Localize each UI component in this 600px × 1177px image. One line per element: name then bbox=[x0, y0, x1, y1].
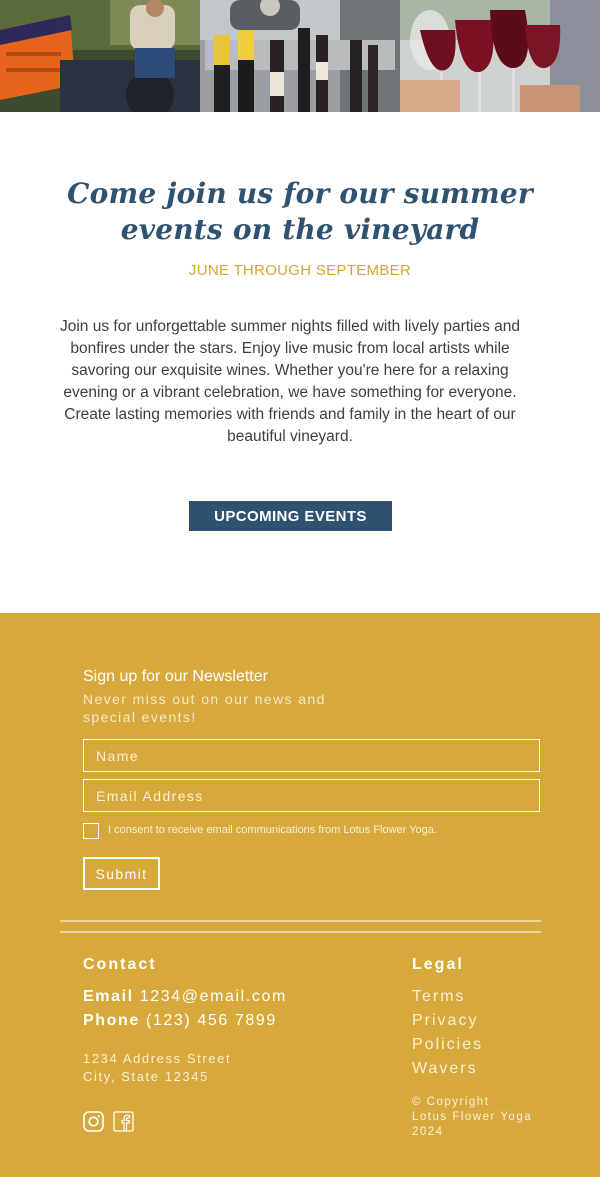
newsletter-subtitle: Never miss out on our news and special events! bbox=[83, 691, 326, 725]
footer-divider bbox=[60, 931, 541, 933]
terms-link[interactable]: Terms bbox=[412, 988, 466, 1005]
hero-photo-strip bbox=[0, 0, 600, 112]
harvest-tractor-image bbox=[0, 0, 200, 112]
facebook-icon[interactable] bbox=[113, 1111, 134, 1132]
address-line-2: City, State 12345 bbox=[83, 1069, 209, 1084]
phone-label: Phone bbox=[83, 1012, 140, 1029]
winemaker-bottling-photo bbox=[200, 0, 400, 112]
privacy-link[interactable]: Privacy bbox=[412, 1012, 479, 1029]
winemaker-bottling-image bbox=[200, 0, 400, 112]
summer-events-intro bbox=[0, 112, 600, 613]
site-footer bbox=[0, 613, 600, 1177]
contact-phone[interactable] bbox=[83, 1012, 277, 1030]
intro-paragraph: Join us for unforgettable summer nights filled with lively parties and bonfires under the stars. Enjoy live music from local artists while savoring our exquisite wines. Whether you're here for a relaxing evening or a vibrant celebration, we have something for everyone. Create lasting memories with friends and family in the heart of our beautiful vineyard. bbox=[59, 318, 521, 445]
contact-address bbox=[83, 1050, 323, 1086]
copyright-line-3: 2024 bbox=[412, 1126, 444, 1138]
consent-checkbox[interactable] bbox=[83, 823, 99, 839]
legal-heading: Legal bbox=[412, 956, 464, 973]
instagram-icon[interactable] bbox=[83, 1111, 104, 1132]
harvest-tractor-photo bbox=[0, 0, 200, 112]
newsletter-title: Sign up for our Newsletter bbox=[83, 668, 268, 685]
contact-email[interactable] bbox=[83, 988, 287, 1006]
address-line-1: 1234 Address Street bbox=[83, 1051, 232, 1066]
contact-heading: Contact bbox=[83, 956, 157, 973]
policies-link[interactable]: Policies bbox=[412, 1036, 484, 1053]
page-headline: Come join us for our summer events on the vineyard bbox=[67, 177, 533, 246]
email-input[interactable] bbox=[83, 779, 540, 812]
email-label: Email bbox=[83, 988, 134, 1005]
wine-toast-photo bbox=[400, 0, 600, 112]
copyright-notice bbox=[412, 1095, 562, 1140]
footer-divider bbox=[60, 920, 541, 922]
upcoming-events-button[interactable]: UPCOMING EVENTS bbox=[189, 501, 392, 531]
name-input[interactable] bbox=[83, 739, 540, 772]
copyright-line-2: Lotus Flower Yoga bbox=[412, 1111, 533, 1123]
consent-label: I consent to receive email communications from Lotus Flower Yoga. bbox=[108, 824, 437, 836]
phone-value[interactable]: (123) 456 7899 bbox=[145, 1012, 277, 1029]
wine-toast-image bbox=[400, 0, 600, 112]
wavers-link[interactable]: Wavers bbox=[412, 1060, 478, 1077]
date-range-subheading: JUNE THROUGH SEPTEMBER bbox=[188, 262, 412, 279]
email-value[interactable]: 1234@email.com bbox=[139, 988, 287, 1005]
copyright-line-1: © Copyright bbox=[412, 1096, 490, 1108]
submit-button[interactable]: Submit bbox=[83, 857, 160, 890]
